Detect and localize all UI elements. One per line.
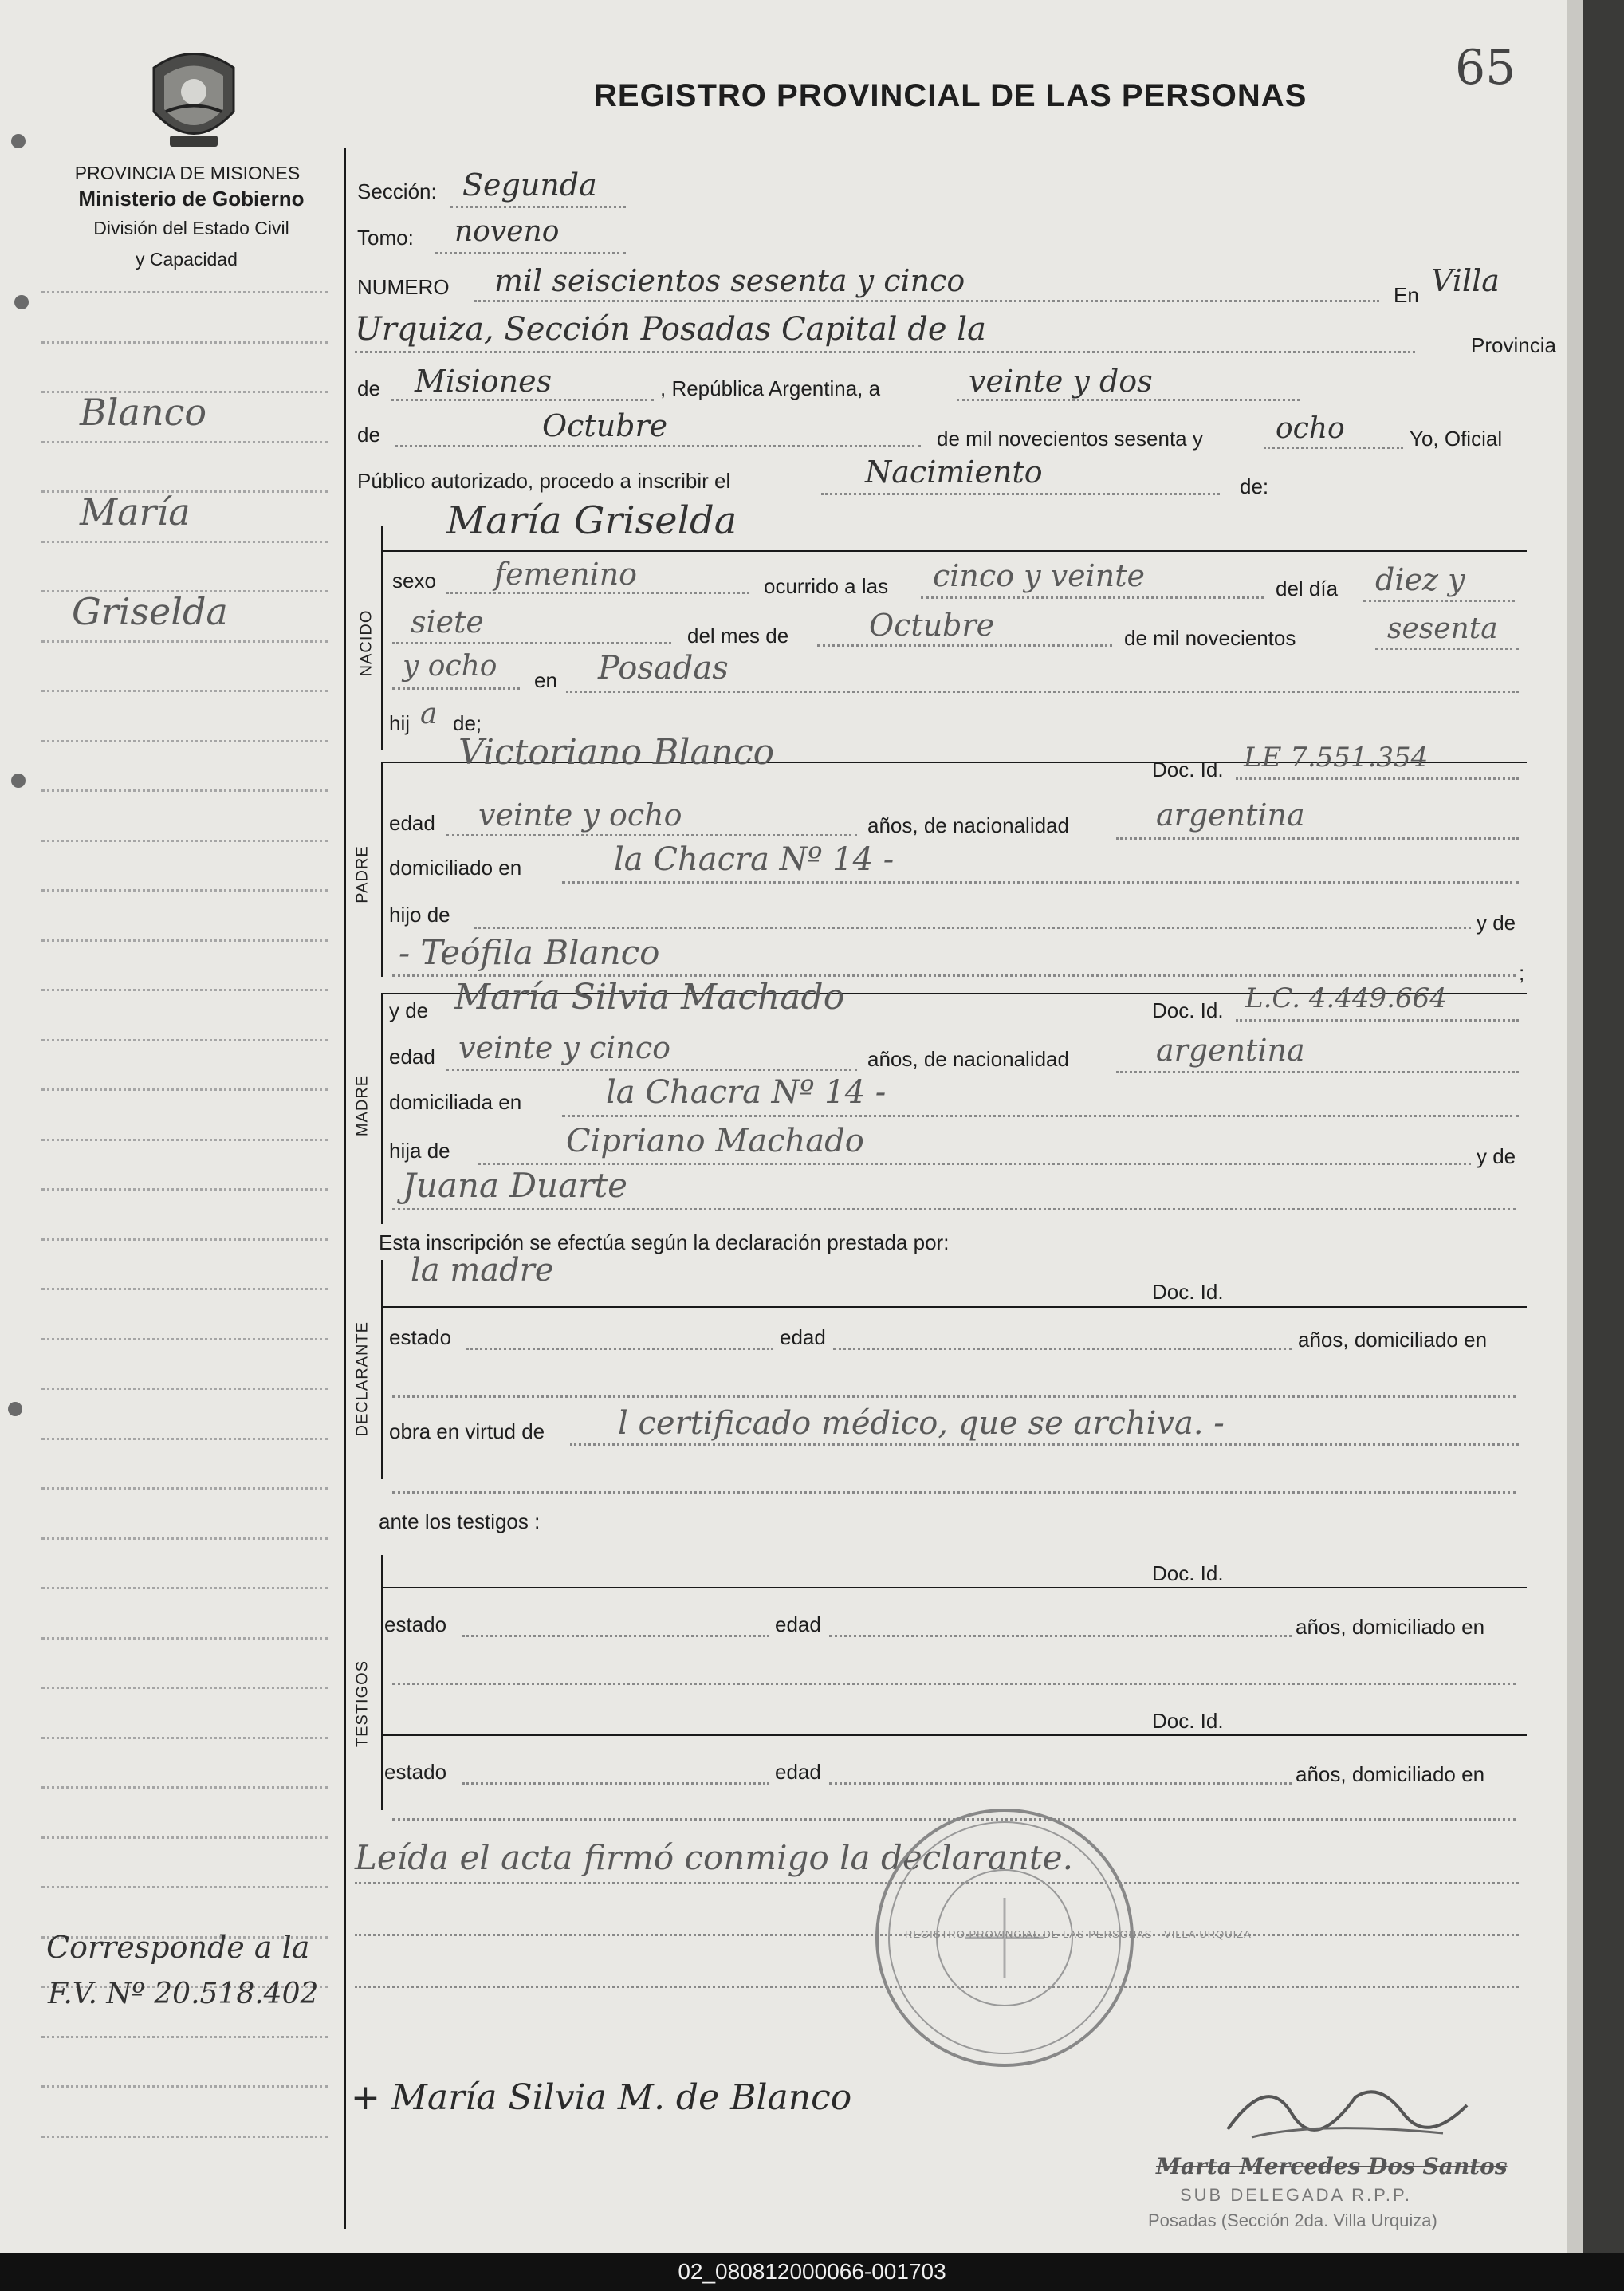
org-ministry: Ministerio de Gobierno (78, 187, 305, 211)
padre-name: Victoriano Blanco (458, 732, 775, 773)
madre-dom-label: domiciliada en (389, 1090, 522, 1114)
madre-edad-label: edad (389, 1045, 435, 1069)
year-dots (1264, 447, 1403, 449)
padre-section-label: PADRE (353, 845, 372, 903)
testigos-label: ante los testigos : (379, 1510, 541, 1533)
document-title: REGISTRO PROVINCIAL DE LAS PERSONAS (594, 78, 1307, 113)
testigo1-estado-label: estado (384, 1612, 447, 1636)
padre-edad-value: veinte y ocho (478, 797, 682, 833)
official-office: Posadas (Sección 2da. Villa Urquiza) (1148, 2210, 1437, 2230)
month-dots (395, 445, 921, 447)
en-label: En (1394, 283, 1419, 307)
hij-value: a (420, 698, 438, 730)
tomo-value: noveno (454, 215, 560, 248)
padre-doc-dots (1236, 777, 1519, 780)
org-capacidad: y Capacidad (136, 249, 238, 270)
padre-dom-dots (562, 881, 1519, 884)
dia-value-1: diez y (1375, 562, 1465, 597)
de-label: de (357, 376, 380, 400)
closing-text: Leída el acta firmó conmigo la declarante. (355, 1838, 1073, 1877)
testigos-border (381, 1555, 383, 1810)
testigo2-line (381, 1734, 1527, 1736)
place-line: Urquiza, Sección Posadas Capital de la (355, 311, 986, 348)
nacido-en-label: en (534, 668, 557, 692)
seal-text: REGISTRO PROVINCIAL DE LAS PERSONAS · VILLA URQUIZA (905, 1928, 1252, 1940)
mil-label: de mil novecientos (1124, 626, 1296, 650)
testigo1-edad-label: edad (775, 1612, 821, 1636)
margin-note-2: F.V. Nº 20.518.402 (48, 1978, 319, 2010)
declarante-section-label: DECLARANTE (353, 1321, 372, 1437)
hora-dots (921, 596, 1264, 599)
padre-border (381, 762, 383, 977)
padre-doc-label: Doc. Id. (1152, 758, 1224, 781)
tomo-label: Tomo: (357, 226, 414, 250)
publico-label: Público autorizado, procedo a inscribir el (357, 469, 731, 493)
padre-edad-dots (446, 834, 857, 836)
madre-edad-dots (446, 1069, 857, 1071)
padre-de-madre-dots (478, 1163, 1471, 1165)
madre-dom-value: la Chacra Nº 14 - (606, 1074, 887, 1111)
declarante-anios-label: años, domiciliado en (1298, 1328, 1488, 1352)
anio2-dots (392, 687, 520, 690)
year-label: de mil novecientos sesenta y (937, 427, 1203, 451)
anio-value-2: y ocho (403, 650, 497, 683)
margin-border (344, 148, 346, 2229)
sexo-label: sexo (392, 569, 436, 592)
mes-value: Octubre (869, 608, 995, 643)
numero-label: NUMERO (357, 275, 450, 299)
madre-de-madre-dots (392, 1208, 1516, 1210)
madre-yde2-label: y de (1477, 1144, 1516, 1168)
testigo1-doc-label: Doc. Id. (1152, 1561, 1224, 1585)
margin-surname: Blanco (80, 391, 207, 434)
org-division: División del Estado Civil (93, 218, 289, 238)
padre-nac-value: argentina (1156, 797, 1305, 833)
madre-dom-dots (562, 1115, 1519, 1117)
declarante-estado-dots (466, 1348, 773, 1350)
provincia-dots (391, 399, 654, 401)
obra-dots-2 (392, 1491, 1516, 1494)
child-name: María Griselda (446, 498, 737, 543)
padre-hijo-dots (474, 927, 1471, 929)
lugar-dots (566, 691, 1519, 693)
testigo1-estado-dots (462, 1635, 769, 1637)
page-number: 65 (1455, 40, 1516, 96)
madre-section-label: MADRE (353, 1074, 372, 1137)
de-month-label: de (357, 423, 380, 447)
dia2-dots (392, 642, 671, 644)
declarante-signature: + María Silvia M. de Blanco (351, 2077, 852, 2118)
lugar-value: Posadas (598, 650, 729, 687)
binder-hole (14, 295, 29, 309)
margin-name1: María (80, 490, 191, 533)
padre-dom-label: domiciliado en (389, 856, 522, 880)
seccion-line (450, 206, 626, 208)
ocurrido-label: ocurrido a las (764, 574, 889, 598)
testigo2-doc-label: Doc. Id. (1152, 1709, 1224, 1733)
testigo2-edad-label: edad (775, 1760, 821, 1784)
padre-nac-label: años, de nacionalidad (867, 813, 1069, 837)
testigo2-estado-label: estado (384, 1760, 447, 1784)
margin-name2: Griselda (72, 590, 228, 633)
declaracion-label: Esta inscripción se efectúa según la declaración prestada por: (379, 1230, 950, 1254)
place-dots (355, 351, 1415, 353)
padre-dom-value: la Chacra Nº 14 - (614, 841, 895, 878)
madre-doc-value: L.C. 4.449.664 (1245, 982, 1447, 1014)
acto-dots (821, 493, 1220, 495)
declarante-name-line (381, 1306, 1527, 1308)
numero-value: mil seiscientos sesenta y cinco (494, 263, 965, 298)
official-title: SUB DELEGADA R.P.P. (1180, 2185, 1412, 2205)
testigo1-dom-dots (392, 1683, 1516, 1685)
footer-bar (0, 2253, 1624, 2291)
hij-label: hij (389, 711, 411, 735)
madre-name: María Silvia Machado (454, 977, 845, 1018)
padre-yde-label: y de (1477, 911, 1516, 935)
obra-value: l certificado médico, que se archiva. - (618, 1405, 1225, 1442)
dia-dots (1363, 600, 1515, 602)
day-value: veinte y dos (969, 364, 1153, 399)
seccion-label: Sección: (357, 179, 437, 203)
padre-nac-dots (1116, 837, 1519, 840)
sexo-value: femenino (494, 557, 638, 592)
madre-nac-label: años, de nacionalidad (867, 1047, 1069, 1071)
testigo2-anios-label: años, domiciliado en (1296, 1762, 1485, 1786)
year-value: ocho (1276, 412, 1345, 445)
madre-yde-label: y de (389, 998, 429, 1022)
month-value: Octubre (542, 408, 668, 443)
tomo-line (435, 252, 626, 254)
padre-semicolon: ; (1519, 961, 1525, 985)
hora-value: cinco y veinte (933, 558, 1146, 593)
hij-de-label: de; (453, 711, 482, 735)
padre-de-madre: Cipriano Machado (566, 1123, 864, 1159)
anio-value-1: sesenta (1387, 612, 1498, 645)
nacido-border (381, 526, 383, 750)
binder-hole (8, 1402, 22, 1416)
republica-label: , República Argentina, a (660, 376, 881, 400)
testigo1-line (381, 1587, 1527, 1588)
oficial-label: Yo, Oficial (1410, 427, 1503, 451)
padre-edad-label: edad (389, 811, 435, 835)
obra-label: obra en virtud de (389, 1419, 545, 1443)
en-value: Villa (1431, 263, 1500, 298)
sexo-dots (446, 592, 749, 594)
declarante-doc-label: Doc. Id. (1152, 1280, 1224, 1304)
child-name-line (383, 550, 1527, 552)
acto-value: Nacimiento (865, 455, 1043, 490)
testigo1-edad-dots (829, 1635, 1292, 1637)
footer-id: 02_080812000066-001703 (678, 2259, 946, 2284)
del-dia-label: del día (1276, 577, 1339, 600)
provincial-coat-of-arms (142, 44, 246, 155)
padre-doc-value: LE 7.551.354 (1244, 742, 1429, 774)
mes-dots (817, 644, 1112, 647)
madre-nac-dots (1116, 1071, 1519, 1073)
org-province: PROVINCIA DE MISIONES (74, 163, 301, 183)
official-name: Marta Mercedes Dos Santos (1156, 2153, 1508, 2179)
binder-hole (11, 134, 26, 148)
padre-hijo-label: hijo de (389, 903, 450, 927)
dia-value-2: siete (411, 604, 484, 640)
testigo1-anios-label: años, domiciliado en (1296, 1615, 1485, 1639)
provincia-label: Provincia (1471, 333, 1556, 357)
del-mes-label: del mes de (687, 624, 789, 648)
margin-note-1: Corresponde a la (46, 1930, 310, 1965)
day-dots (957, 399, 1300, 401)
binder-hole (11, 774, 26, 788)
madre-nac-value: argentina (1156, 1033, 1305, 1068)
madre-doc-dots (1236, 1019, 1519, 1022)
testigo2-estado-dots (462, 1782, 769, 1785)
declarante-edad-label: edad (780, 1325, 826, 1349)
testigo2-edad-dots (829, 1782, 1292, 1785)
madre-edad-value: veinte y cinco (458, 1030, 671, 1065)
madre-de-padre: - Teófila Blanco (399, 933, 660, 972)
madre-hija-label: hija de (389, 1139, 450, 1163)
obra-dots (570, 1443, 1519, 1446)
de-colon-label: de: (1240, 474, 1269, 498)
madre-border (381, 993, 383, 1224)
madre-de-madre: Juana Duarte (403, 1166, 627, 1205)
declarante-estado-label: estado (389, 1325, 452, 1349)
anio-dots (1375, 648, 1519, 650)
testigos-section-label: TESTIGOS (353, 1659, 372, 1748)
nacido-section-label: NACIDO (357, 609, 376, 677)
declarante-edad-dots (833, 1348, 1292, 1350)
declarante-name: la madre (411, 1252, 554, 1289)
numero-line (474, 300, 1379, 302)
declarante-border (381, 1260, 383, 1479)
madre-doc-label: Doc. Id. (1152, 998, 1224, 1022)
declarante-dom-dots (392, 1395, 1516, 1398)
official-signature-scribble (1220, 2065, 1475, 2153)
provincia-value: Misiones (415, 364, 552, 399)
seccion-value: Segunda (462, 167, 597, 203)
